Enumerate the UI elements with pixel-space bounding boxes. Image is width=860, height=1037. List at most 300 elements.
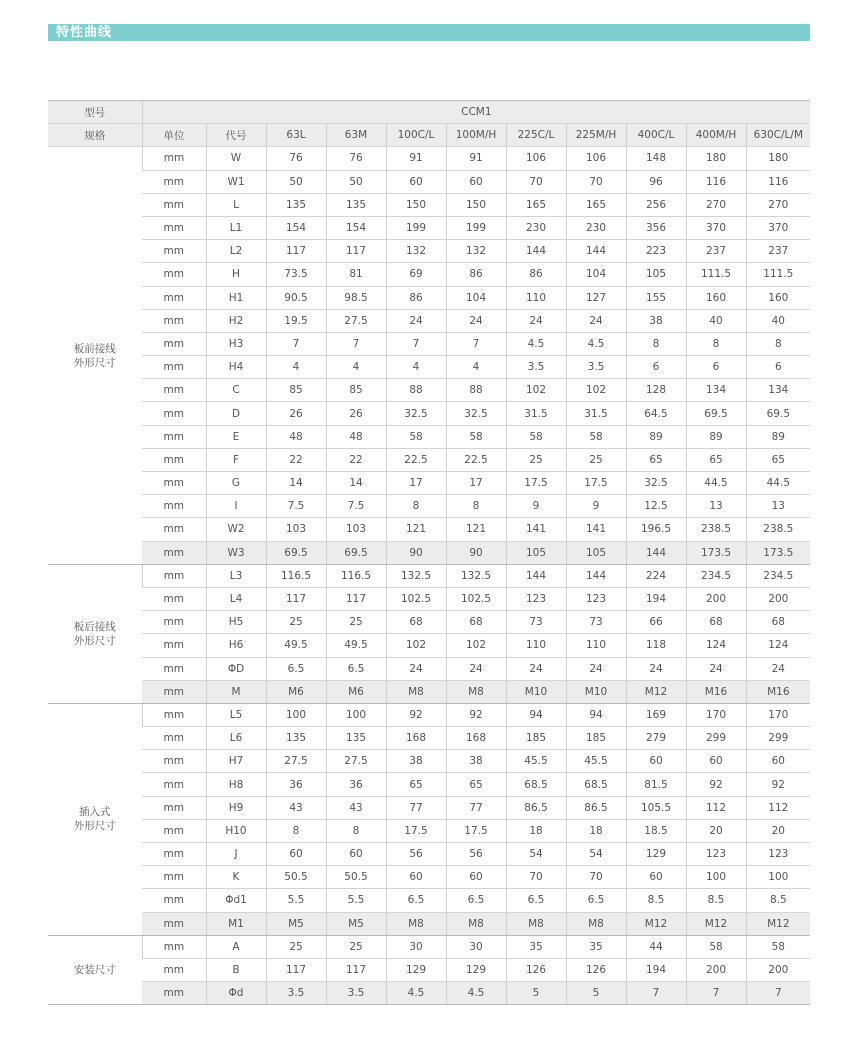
value-cell: 6.5 [446, 889, 506, 912]
value-cell: 102 [506, 379, 566, 402]
value-cell: 70 [566, 170, 626, 193]
unit-cell: mm [142, 379, 206, 402]
value-cell: 8 [686, 332, 746, 355]
value-cell: 27.5 [266, 750, 326, 773]
value-cell: 24 [746, 657, 810, 680]
value-cell: 105.5 [626, 796, 686, 819]
table-row [48, 958, 810, 981]
value-cell: 4.5 [506, 332, 566, 355]
value-cell: 135 [326, 727, 386, 750]
value-cell: 86 [446, 263, 506, 286]
value-cell: 168 [446, 727, 506, 750]
group-label-line: 插入式 [79, 806, 111, 819]
value-cell: 126 [566, 958, 626, 981]
value-cell: 58 [386, 425, 446, 448]
value-cell: 45.5 [506, 750, 566, 773]
value-cell: 148 [626, 147, 686, 170]
value-cell: 169 [626, 703, 686, 726]
unit-cell: mm [142, 587, 206, 610]
value-cell: 7.5 [326, 495, 386, 518]
value-cell: 50 [326, 170, 386, 193]
value-cell: 155 [626, 286, 686, 309]
value-cell: 356 [626, 216, 686, 239]
group-label-line: 外形尺寸 [73, 820, 116, 833]
table-row [48, 263, 810, 286]
value-cell: 116 [746, 170, 810, 193]
value-cell: 86 [386, 286, 446, 309]
value-cell: 58 [686, 935, 746, 958]
value-cell: 31.5 [506, 402, 566, 425]
value-cell: 26 [326, 402, 386, 425]
table-row [48, 935, 810, 958]
value-cell: 17.5 [386, 819, 446, 842]
value-cell: 50.5 [266, 866, 326, 889]
unit-cell: mm [142, 402, 206, 425]
unit-header: 单位 [142, 124, 206, 147]
value-cell: 35 [566, 935, 626, 958]
code-cell: H8 [206, 773, 266, 796]
table-row [48, 564, 810, 587]
value-cell: 144 [506, 564, 566, 587]
value-cell: 13 [686, 495, 746, 518]
value-cell: 100 [266, 703, 326, 726]
value-cell: 90 [386, 541, 446, 564]
value-cell: 43 [266, 796, 326, 819]
value-cell: 3.5 [506, 356, 566, 379]
value-cell: 121 [446, 518, 506, 541]
column-header: 100M/H [446, 124, 506, 147]
value-cell: 73.5 [266, 263, 326, 286]
value-cell: 8 [266, 819, 326, 842]
value-cell: 60 [746, 750, 810, 773]
code-cell: F [206, 448, 266, 471]
value-cell: 24 [566, 309, 626, 332]
value-cell: 134 [686, 379, 746, 402]
value-cell: 22.5 [386, 448, 446, 471]
code-cell: C [206, 379, 266, 402]
value-cell: 54 [566, 843, 626, 866]
unit-cell: mm [142, 657, 206, 680]
value-cell: 60 [266, 843, 326, 866]
unit-cell: mm [142, 958, 206, 981]
value-cell: 44 [626, 935, 686, 958]
value-cell: 6 [626, 356, 686, 379]
value-cell: 7 [386, 332, 446, 355]
table-row [48, 379, 810, 402]
column-header: 225C/L [506, 124, 566, 147]
value-cell: 116.5 [266, 564, 326, 587]
unit-cell: mm [142, 866, 206, 889]
table-row [48, 587, 810, 610]
value-cell: 123 [686, 843, 746, 866]
code-cell: H7 [206, 750, 266, 773]
unit-cell: mm [142, 240, 206, 263]
value-cell: 81 [326, 263, 386, 286]
unit-cell: mm [142, 773, 206, 796]
value-cell: 32.5 [386, 402, 446, 425]
value-cell: 96 [626, 170, 686, 193]
spec-table [48, 100, 810, 1005]
value-cell: 106 [566, 147, 626, 170]
table-row [48, 472, 810, 495]
unit-cell: mm [142, 472, 206, 495]
value-cell: M12 [626, 912, 686, 935]
value-cell: 9 [506, 495, 566, 518]
value-cell: 6.5 [386, 889, 446, 912]
value-cell: 160 [686, 286, 746, 309]
value-cell: 91 [386, 147, 446, 170]
value-cell: M8 [386, 680, 446, 703]
table-row [48, 448, 810, 471]
value-cell: 6.5 [266, 657, 326, 680]
value-cell: 7 [626, 982, 686, 1005]
value-cell: 4 [386, 356, 446, 379]
code-cell: H2 [206, 309, 266, 332]
value-cell: 8 [386, 495, 446, 518]
value-cell: 25 [326, 935, 386, 958]
unit-cell: mm [142, 564, 206, 587]
value-cell: 270 [746, 193, 810, 216]
value-cell: 24 [446, 309, 506, 332]
group-label-line: 安装尺寸 [73, 964, 116, 977]
value-cell: M12 [746, 912, 810, 935]
value-cell: 86.5 [566, 796, 626, 819]
value-cell: 110 [506, 634, 566, 657]
code-cell: G [206, 472, 266, 495]
value-cell: 173.5 [686, 541, 746, 564]
unit-cell: mm [142, 843, 206, 866]
value-cell: 123 [566, 587, 626, 610]
value-cell: 144 [506, 240, 566, 263]
value-cell: 117 [266, 958, 326, 981]
value-cell: 128 [626, 379, 686, 402]
value-cell: 60 [386, 170, 446, 193]
value-cell: 30 [446, 935, 506, 958]
header-row-model [48, 101, 810, 124]
value-cell: 38 [446, 750, 506, 773]
value-cell: 68 [386, 611, 446, 634]
value-cell: 12.5 [626, 495, 686, 518]
value-cell: 8 [446, 495, 506, 518]
group-label-line: 板后接线 [73, 620, 116, 633]
value-cell: 185 [506, 727, 566, 750]
value-cell: 7.5 [266, 495, 326, 518]
value-cell: 200 [686, 587, 746, 610]
value-cell: 103 [326, 518, 386, 541]
value-cell: 14 [266, 472, 326, 495]
value-cell: 65 [626, 448, 686, 471]
value-cell: 5 [566, 982, 626, 1005]
code-cell: ΦD [206, 657, 266, 680]
table-row [48, 773, 810, 796]
value-cell: 85 [326, 379, 386, 402]
table-row [48, 518, 810, 541]
value-cell: 76 [266, 147, 326, 170]
value-cell: 150 [446, 193, 506, 216]
value-cell: 237 [746, 240, 810, 263]
unit-cell: mm [142, 680, 206, 703]
value-cell: 38 [626, 309, 686, 332]
code-cell: L3 [206, 564, 266, 587]
value-cell: 24 [686, 657, 746, 680]
value-cell: 4.5 [386, 982, 446, 1005]
code-cell: M1 [206, 912, 266, 935]
table-row [48, 727, 810, 750]
value-cell: 370 [746, 216, 810, 239]
value-cell: 123 [506, 587, 566, 610]
value-cell: 199 [446, 216, 506, 239]
value-cell: M16 [686, 680, 746, 703]
value-cell: 31.5 [566, 402, 626, 425]
value-cell: 8.5 [746, 889, 810, 912]
value-cell: M6 [326, 680, 386, 703]
table-row [48, 843, 810, 866]
value-cell: 24 [506, 309, 566, 332]
code-cell: H10 [206, 819, 266, 842]
value-cell: 89 [746, 425, 810, 448]
value-cell: 6.5 [506, 889, 566, 912]
value-cell: 135 [326, 193, 386, 216]
value-cell: 86.5 [506, 796, 566, 819]
value-cell: 117 [326, 958, 386, 981]
value-cell: 7 [446, 332, 506, 355]
table-row [48, 912, 810, 935]
value-cell: 7 [746, 982, 810, 1005]
value-cell: 106 [506, 147, 566, 170]
value-cell: 86 [506, 263, 566, 286]
value-cell: 70 [566, 866, 626, 889]
value-cell: 102 [386, 634, 446, 657]
value-cell: 299 [746, 727, 810, 750]
value-cell: 224 [626, 564, 686, 587]
value-cell: 234.5 [686, 564, 746, 587]
value-cell: 7 [686, 982, 746, 1005]
value-cell: 36 [326, 773, 386, 796]
unit-cell: mm [142, 889, 206, 912]
code-cell: B [206, 958, 266, 981]
value-cell: 68 [686, 611, 746, 634]
value-cell: 165 [566, 193, 626, 216]
value-cell: M8 [446, 912, 506, 935]
value-cell: 65 [386, 773, 446, 796]
value-cell: 117 [266, 587, 326, 610]
value-cell: 92 [446, 703, 506, 726]
value-cell: 124 [746, 634, 810, 657]
unit-cell: mm [142, 541, 206, 564]
value-cell: 7 [326, 332, 386, 355]
value-cell: 118 [626, 634, 686, 657]
code-cell: E [206, 425, 266, 448]
unit-cell: mm [142, 750, 206, 773]
value-cell: 81.5 [626, 773, 686, 796]
value-cell: 165 [506, 193, 566, 216]
value-cell: 180 [686, 147, 746, 170]
unit-cell: mm [142, 518, 206, 541]
value-cell: M5 [326, 912, 386, 935]
group-label-line: 外形尺寸 [73, 356, 116, 369]
value-cell: 160 [746, 286, 810, 309]
section-title-bar [48, 24, 810, 41]
table-row [48, 240, 810, 263]
value-cell: 85 [266, 379, 326, 402]
value-cell: 14 [326, 472, 386, 495]
code-cell: L [206, 193, 266, 216]
value-cell: 88 [446, 379, 506, 402]
value-cell: 126 [506, 958, 566, 981]
value-cell: 194 [626, 958, 686, 981]
value-cell: 5.5 [326, 889, 386, 912]
value-cell: 98.5 [326, 286, 386, 309]
value-cell: 27.5 [326, 309, 386, 332]
value-cell: 92 [746, 773, 810, 796]
value-cell: 6.5 [326, 657, 386, 680]
unit-cell: mm [142, 425, 206, 448]
code-cell: W3 [206, 541, 266, 564]
column-header: 63M [326, 124, 386, 147]
column-header: 100C/L [386, 124, 446, 147]
value-cell: 100 [686, 866, 746, 889]
value-cell: 56 [386, 843, 446, 866]
value-cell: 70 [506, 170, 566, 193]
value-cell: 112 [746, 796, 810, 819]
value-cell: 94 [566, 703, 626, 726]
unit-cell: mm [142, 170, 206, 193]
value-cell: 7 [266, 332, 326, 355]
value-cell: 102.5 [446, 587, 506, 610]
header-row-columns [48, 124, 810, 147]
group-label [48, 147, 142, 564]
value-cell: 65 [746, 448, 810, 471]
value-cell: 102.5 [386, 587, 446, 610]
value-cell: 230 [506, 216, 566, 239]
value-cell: 20 [746, 819, 810, 842]
value-cell: 194 [626, 587, 686, 610]
value-cell: 90 [446, 541, 506, 564]
model-value: CCM1 [142, 101, 810, 124]
value-cell: 102 [446, 634, 506, 657]
value-cell: 44.5 [686, 472, 746, 495]
value-cell: 68 [446, 611, 506, 634]
value-cell: M5 [266, 912, 326, 935]
value-cell: 24 [386, 309, 446, 332]
value-cell: 141 [566, 518, 626, 541]
value-cell: 32.5 [626, 472, 686, 495]
table-row [48, 796, 810, 819]
value-cell: 144 [566, 564, 626, 587]
value-cell: 132 [446, 240, 506, 263]
value-cell: 134 [746, 379, 810, 402]
unit-cell: mm [142, 356, 206, 379]
value-cell: 135 [266, 193, 326, 216]
value-cell: 17.5 [506, 472, 566, 495]
value-cell: 104 [446, 286, 506, 309]
value-cell: 3.5 [266, 982, 326, 1005]
value-cell: 6 [686, 356, 746, 379]
table-row [48, 216, 810, 239]
value-cell: 60 [326, 843, 386, 866]
section-title: 特性曲线 [56, 25, 113, 40]
value-cell: 256 [626, 193, 686, 216]
value-cell: 64.5 [626, 402, 686, 425]
value-cell: 117 [326, 587, 386, 610]
value-cell: 168 [386, 727, 446, 750]
code-cell: D [206, 402, 266, 425]
unit-cell: mm [142, 147, 206, 170]
group-label [48, 935, 142, 1005]
value-cell: 19.5 [266, 309, 326, 332]
value-cell: 18.5 [626, 819, 686, 842]
value-cell: 76 [326, 147, 386, 170]
unit-cell: mm [142, 286, 206, 309]
value-cell: 89 [626, 425, 686, 448]
value-cell: 6 [746, 356, 810, 379]
value-cell: 17.5 [566, 472, 626, 495]
value-cell: M8 [386, 912, 446, 935]
value-cell: M16 [746, 680, 810, 703]
value-cell: 127 [566, 286, 626, 309]
value-cell: 45.5 [566, 750, 626, 773]
value-cell: 60 [446, 866, 506, 889]
value-cell: M8 [446, 680, 506, 703]
value-cell: 112 [686, 796, 746, 819]
value-cell: 234.5 [746, 564, 810, 587]
unit-cell: mm [142, 727, 206, 750]
value-cell: 25 [506, 448, 566, 471]
value-cell: 25 [566, 448, 626, 471]
value-cell: 69.5 [266, 541, 326, 564]
table-row [48, 170, 810, 193]
value-cell: 4.5 [446, 982, 506, 1005]
value-cell: 173.5 [746, 541, 810, 564]
value-cell: 17 [386, 472, 446, 495]
value-cell: 129 [446, 958, 506, 981]
table-row [48, 309, 810, 332]
column-header: 63L [266, 124, 326, 147]
code-cell: H3 [206, 332, 266, 355]
value-cell: 92 [686, 773, 746, 796]
value-cell: 370 [686, 216, 746, 239]
value-cell: 5.5 [266, 889, 326, 912]
spec-table-body [48, 101, 810, 1005]
value-cell: 8 [746, 332, 810, 355]
value-cell: 26 [266, 402, 326, 425]
value-cell: 20 [686, 819, 746, 842]
value-cell: 17 [446, 472, 506, 495]
code-cell: Φd1 [206, 889, 266, 912]
value-cell: 4 [266, 356, 326, 379]
unit-cell: mm [142, 309, 206, 332]
value-cell: 200 [686, 958, 746, 981]
code-cell: L1 [206, 216, 266, 239]
value-cell: 24 [386, 657, 446, 680]
value-cell: 185 [566, 727, 626, 750]
value-cell: 38 [386, 750, 446, 773]
value-cell: 170 [686, 703, 746, 726]
value-cell: 40 [746, 309, 810, 332]
value-cell: 111.5 [686, 263, 746, 286]
value-cell: 144 [566, 240, 626, 263]
value-cell: 237 [686, 240, 746, 263]
unit-cell: mm [142, 796, 206, 819]
table-row [48, 356, 810, 379]
value-cell: 3.5 [326, 982, 386, 1005]
code-cell: H5 [206, 611, 266, 634]
group-label-line: 板前接线 [73, 342, 116, 355]
value-cell: M12 [686, 912, 746, 935]
value-cell: 25 [326, 611, 386, 634]
value-cell: 36 [266, 773, 326, 796]
value-cell: 35 [506, 935, 566, 958]
